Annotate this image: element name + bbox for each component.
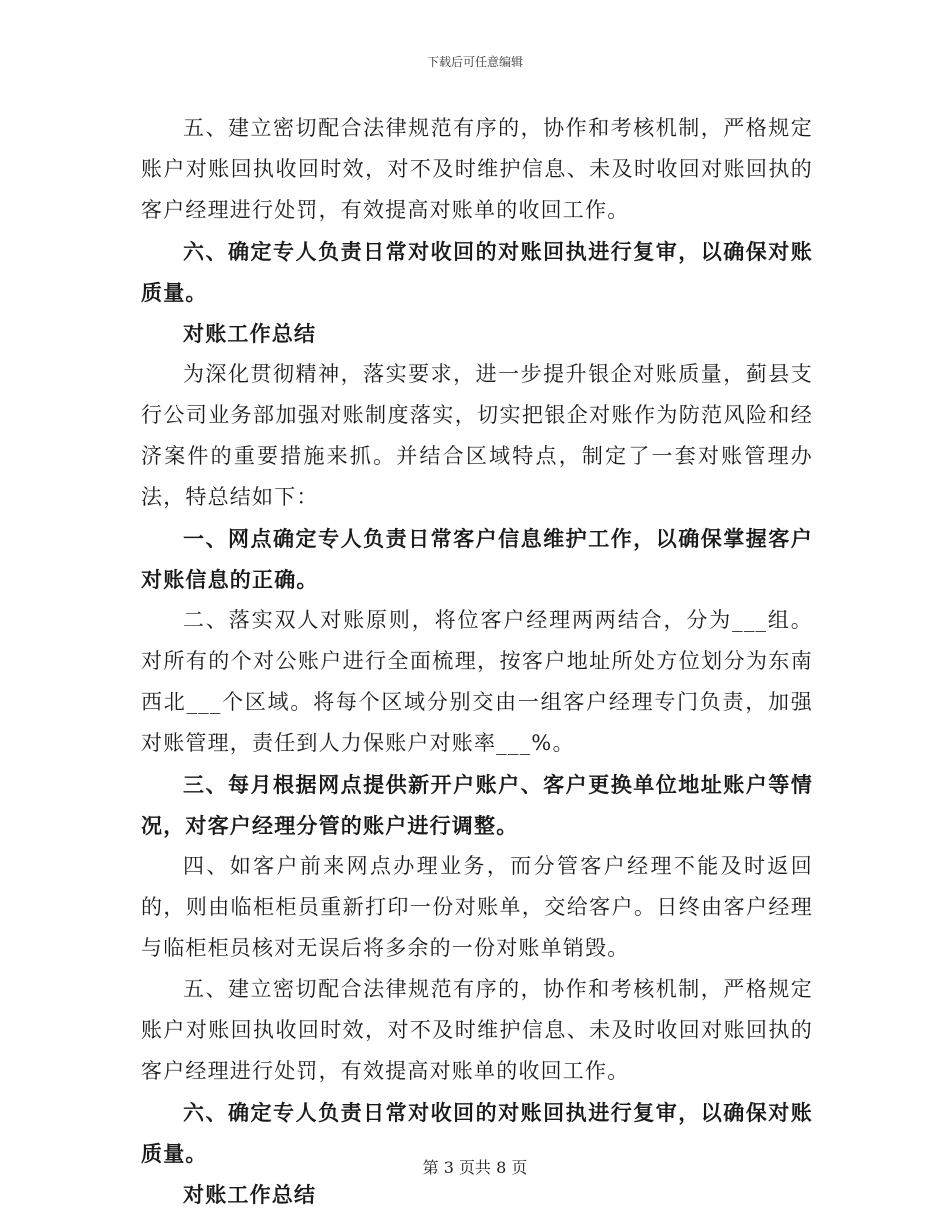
section-heading: 对账工作总结 [183,321,317,346]
paragraph-item-3: 三、每月根据网点提供新开户账户、客户更换单位地址账户等情况，对客户经理分管的账户进行调整。 [141,772,813,838]
paragraph-item-5: 五、建立密切配合法律规范有序的，协作和考核机制，严格规定账户对账回执收回时效，对不及时维护信息、未及时收回对账回执的客户经理进行处罚，有效提高对账单的收回工作。 [141,116,813,222]
paragraph-item-6-repeat: 六、确定专人负责日常对收回的对账回执进行复审，以确保对账质量。 [141,1100,813,1166]
paragraph-item-6: 六、确定专人负责日常对收回的对账回执进行复审，以确保对账质量。 [141,239,813,305]
intro-paragraph: 为深化贯彻精神，落实要求，进一步提升银企对账质量，蓟县支行公司业务部加强对账制度落实，切实把银企对账作为防范风险和经济案件的重要措施来抓。并结合区域特点，制定了一套对账管理办法，特总结如下： [141,362,813,509]
paragraph-item-5-repeat: 五、建立密切配合法律规范有序的，协作和考核机制，严格规定账户对账回执收回时效，对不及时维护信息、未及时收回对账回执的客户经理进行处罚，有效提高对账单的收回工作。 [141,977,813,1083]
document-body [141,108,813,1215]
section-heading-repeat: 对账工作总结 [183,1182,317,1207]
paragraph-item-1: 一、网点确定专人负责日常客户信息维护工作，以确保掌握客户对账信息的正确。 [141,526,813,592]
paragraph-item-4: 四、如客户前来网点办理业务，而分管客户经理不能及时返回的，则由临柜柜员重新打印一份对账单，交给客户。日终由客户经理与临柜柜员核对无误后将多余的一份对账单销毁。 [141,854,813,960]
page-number-footer: 第 3 页共 8 页 [422,1158,528,1177]
page-header-note: 下载后可任意编辑 [426,55,523,69]
paragraph-item-2: 二、落实双人对账原则，将位客户经理两两结合，分为___组。对所有的个对公账户进行全面梳理，按客户地址所处方位划分为东南西北___个区域。将每个区域分别交由一组客户经理专门负责，加强对账管理，责任到人力保账户对账率___%。 [141,608,813,755]
